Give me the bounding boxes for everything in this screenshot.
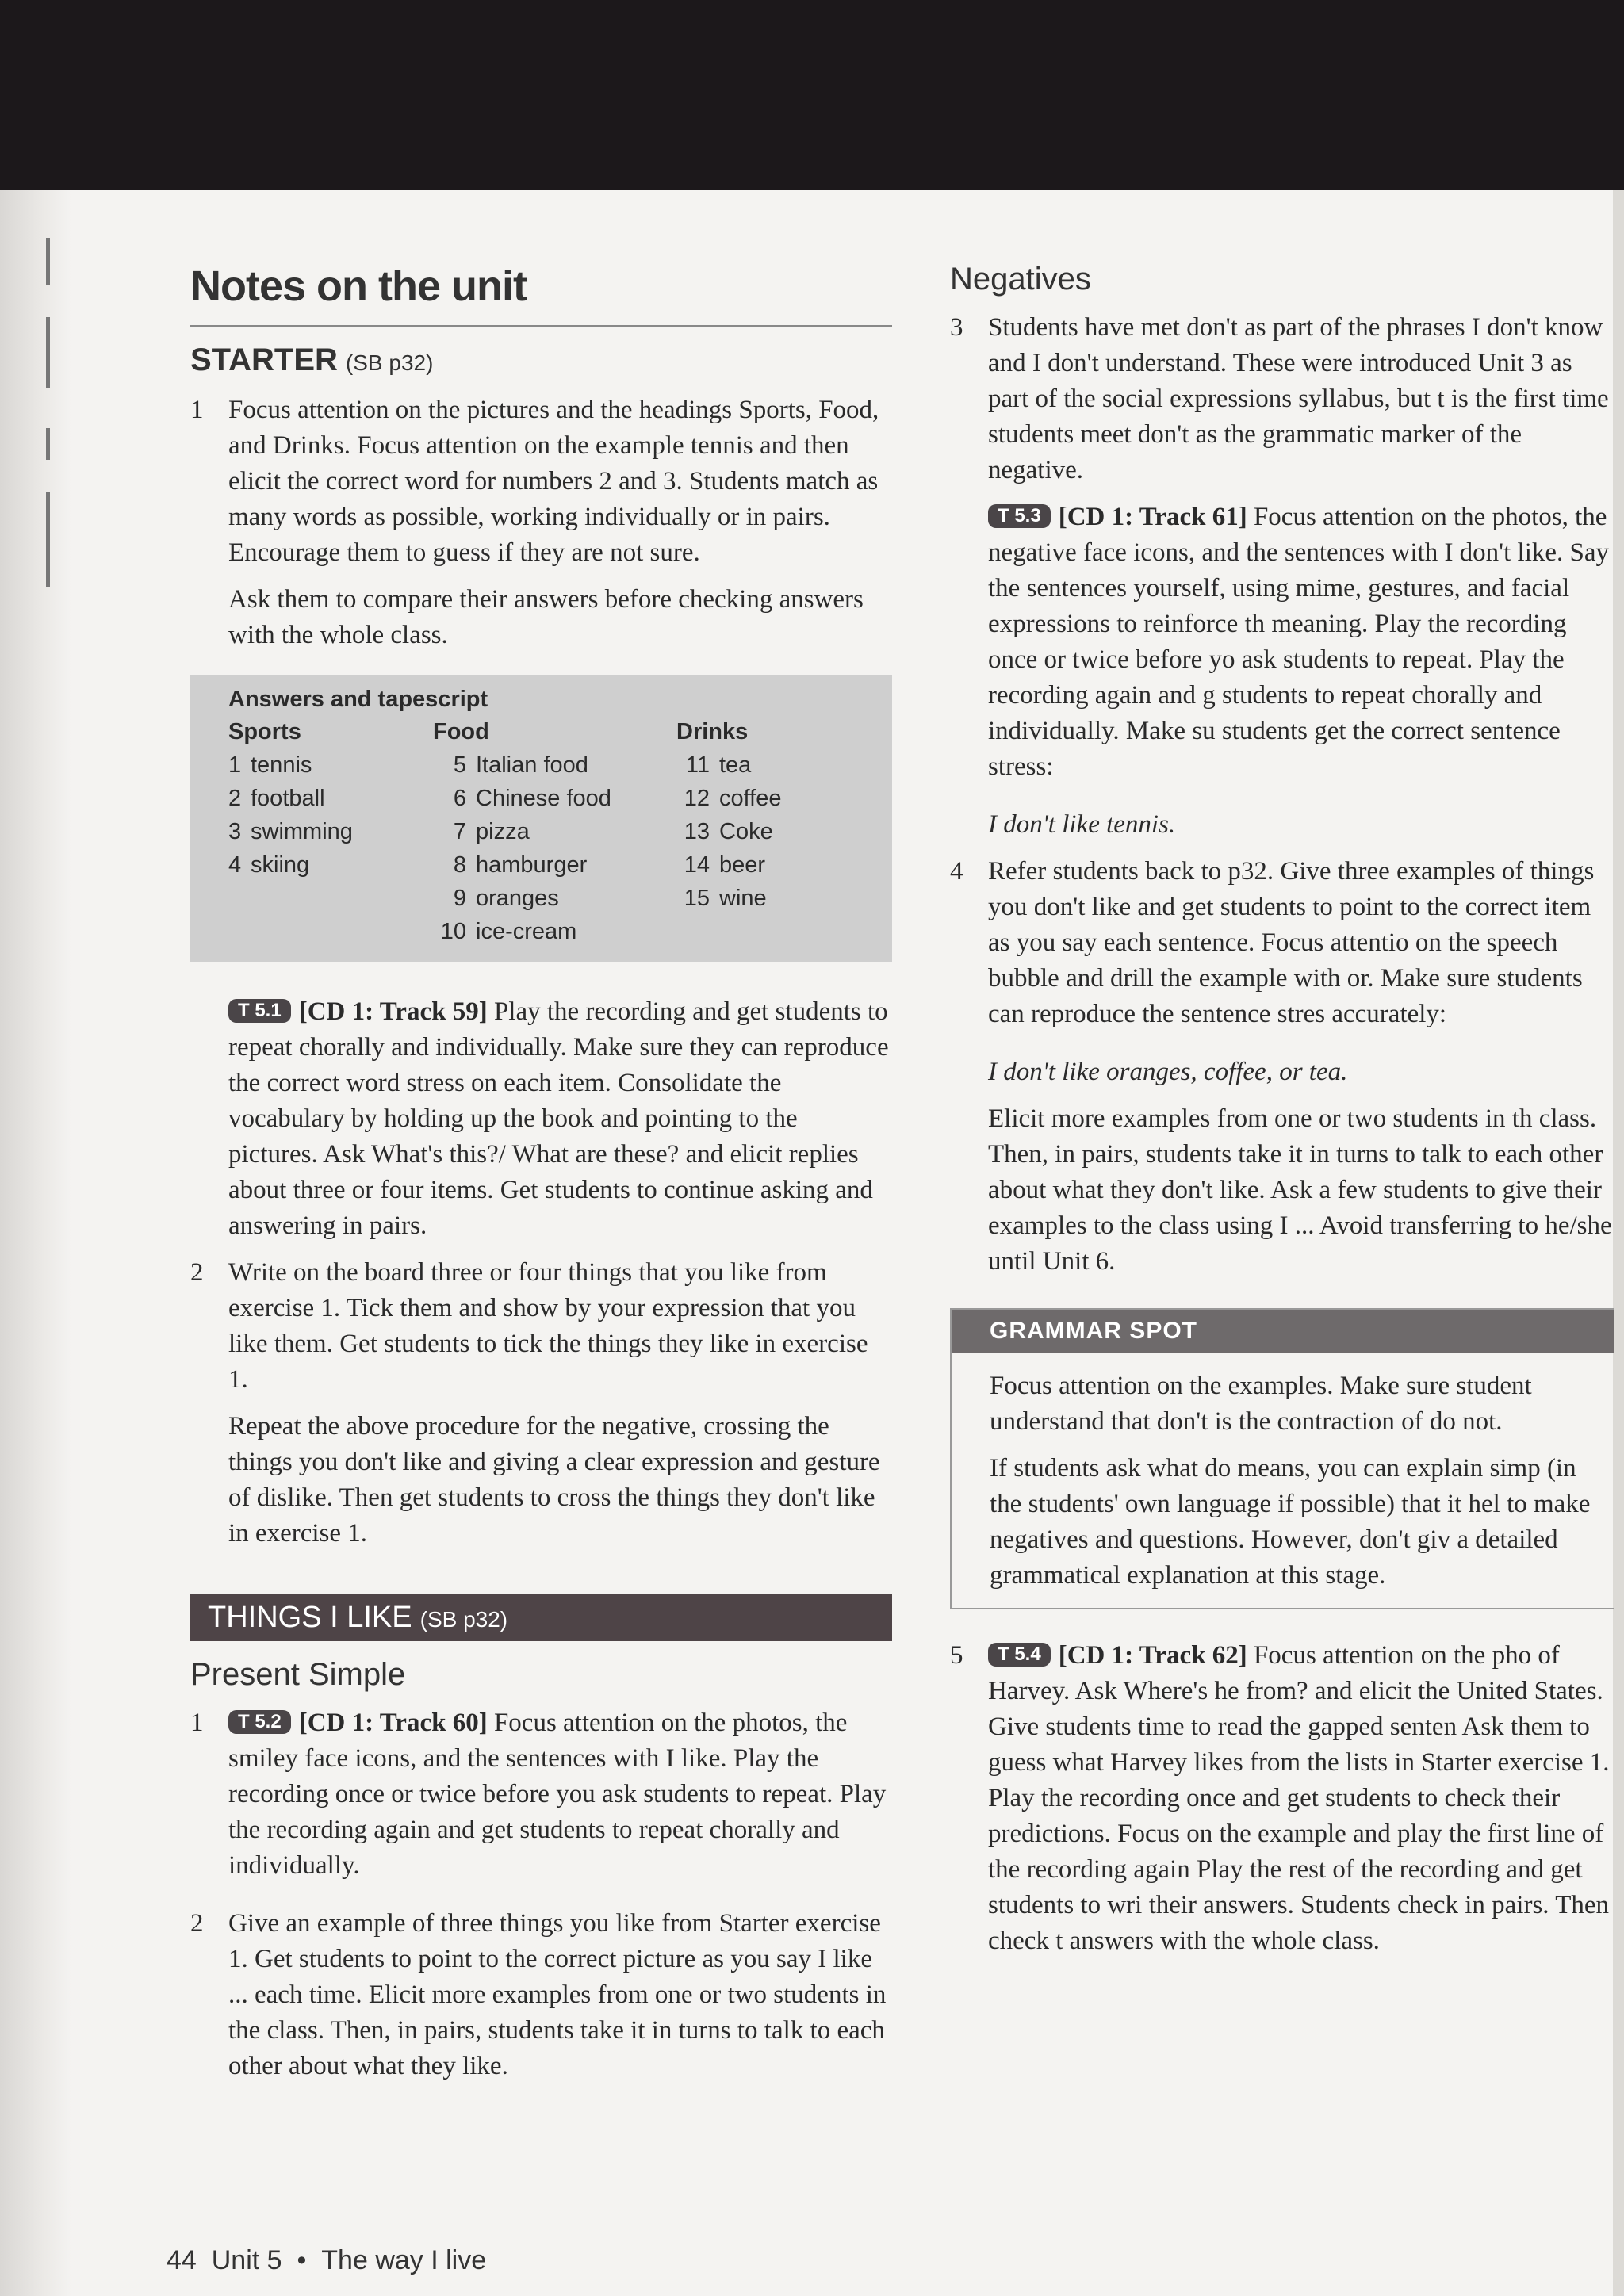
- col-drinks: Drinks: [676, 719, 749, 744]
- page-footer: 44 Unit 5 • The way I live: [167, 2245, 487, 2275]
- left-column: [190, 262, 892, 2107]
- answer-cell: 13 Coke: [684, 819, 773, 844]
- neg-item-4-cont: Elicit more examples from one or two students in th class. Then, in pairs, students take it in turns to talk to each other about what they don't like. Ask a few students to give their examples to the class using I ... Avoid transferring to he/she until Unit 6.: [988, 1104, 1612, 1276]
- audio-track-badge[interactable]: T 5.3: [988, 504, 1051, 528]
- answers-row: [228, 815, 781, 848]
- starter-item-2: 2 Write on the board three or four things that you like from exercise 1. Tick them and show by your expression that you like them. Get students to tick the things they like in exercise 1. Repeat the above procedure for the negative, crossing the things you don't like and giving a clear expression and gesture of dislike. Then get students to cross the things they don't like in exercise 1.: [190, 1258, 880, 1548]
- answer-cell: 10 ice-cream: [440, 919, 577, 944]
- page-title: Notes on the unit: [190, 262, 892, 327]
- page-edge: [1613, 190, 1624, 2296]
- starter-instruction: Focus attention on the pictures and the headings Sports, Food, and Drinks. Focus attention on the example tennis and then elicit the correct word for numbers 2 and 3. Students match as many words as possible, working individually or in pairs. Encourage them to guess if they are not sure.: [228, 396, 879, 567]
- negatives-heading: Negatives: [950, 262, 1091, 297]
- things-i-like-heading: THINGS I LIKE (SB p32): [190, 1594, 892, 1641]
- stress-example-2: I don't like oranges, coffee, or tea.: [988, 1058, 1348, 1086]
- answer-cell: 12 coffee: [684, 786, 782, 811]
- answer-cell: 7 pizza: [453, 819, 530, 844]
- answer-cell: 15 wine: [684, 886, 767, 911]
- answers-table: [228, 715, 781, 948]
- present-item-2: 2 Give an example of three things you like from Starter exercise 1. Get students to point to the correct picture as you say I like ... each time. Elicit more examples from one or two students in the class. Then, in pairs, students take it in turns to talk to each other about what they like.: [190, 1909, 887, 2080]
- answer-cell: [228, 882, 433, 915]
- starter-heading: STARTER (SB p32): [190, 342, 434, 377]
- audio-track-badge[interactable]: T 5.2: [228, 1710, 291, 1734]
- answer-cell: 4 skiing: [228, 852, 310, 878]
- right-column: [950, 262, 1614, 1981]
- answer-cell: [228, 915, 433, 948]
- answers-box: [190, 675, 892, 962]
- answer-cell: 9 oranges: [453, 886, 559, 911]
- scan-top-band: [0, 0, 1624, 190]
- neg-item-5: 5 T 5.4 [CD 1: Track 62] Focus attention on the pho of Harvey. Ask Where's he from? and elicit the United States. Give students time to read the gapped senten Ask them to guess what Harvey likes from the lists in Starter exercise 1. Play the recording once and get students to check their predictions. Focus on the example and play the first line of the recording again Play the rest of the recording and get students to wri their answers. Students check in pairs. Then check t answers with the whole class.: [950, 1641, 1610, 1955]
- stress-example-1: I don't like tennis.: [988, 810, 1176, 839]
- audio-track-badge[interactable]: T 5.4: [988, 1643, 1051, 1667]
- answer-cell: 1 tennis: [228, 752, 312, 778]
- answers-heading: Answers and tapescript: [228, 687, 488, 712]
- starter-instruction-2: Ask them to compare their answers before checking answers with the whole class.: [228, 585, 864, 649]
- book-spine: [0, 190, 71, 2296]
- grammar-spot-box: GRAMMAR SPOT Focus attention on the examples. Make sure student understand that don't is the contraction of do not. If students ask what do means, you can explain simp (in the students' own language if possible) that it hel to make negatives and questions. However, don't giv a detailed grammatical explanation at this stage.: [950, 1308, 1614, 1609]
- answer-cell: 3 swimming: [228, 819, 353, 844]
- answer-cell: 5 Italian food: [453, 752, 588, 778]
- answer-cell: 14 beer: [684, 852, 766, 878]
- answer-cell: 8 hamburger: [453, 852, 588, 878]
- page-number: 44: [167, 2245, 197, 2275]
- answer-cell: 6 Chinese food: [453, 786, 611, 811]
- present-item-1: 1 T 5.2 [CD 1: Track 60] Focus attention on the photos, the smiley face icons, and the sentences with I like. Play the recording once or twice before you ask students to repeat. Play the recording again and get students to repeat chorally and individually.: [190, 1709, 887, 1880]
- answers-row: [228, 882, 781, 915]
- t51-section: T 5.1 [CD 1: Track 59] Play the recording and get students to repeat chorally and individually. Make sure they can reproduce the correct word stress on each item. Consolidate the vocabulary by holding up the book and pointing to the pictures. Ask What's this?/ What are these? and elicit replies about three or four items. Get students to continue asking and answering in pairs.: [228, 997, 889, 1240]
- answer-cell: 2 football: [228, 786, 325, 811]
- neg-item-4: 4 Refer students back to p32. Give three examples of things you don't like and get students to point to the correct item as you say each sentence. Focus attentio on the speech bubble and drill the example with or. Make sure students can reproduce the sentence stres accurately:: [950, 857, 1595, 1028]
- neg-item-3: 3 Students have met don't as part of the phrases I don't know and I don't understand. These were introduced Unit 3 as part of the social expressions syllabus, but t is the first time students meet don't as the grammatic marker of the negative. T 5.3 [CD 1: Track 61] Focus attention on the photos, the negative face icons, and the sentences with I don't like. Say the sentences yourself, using mime, gestures, and facial expressions to reinforce th meaning. Play the recording once or twice before yo ask students to repeat. Play the recording again and g students to repeat chorally and individually. Make su students get the correct sentence stress:: [950, 313, 1610, 781]
- col-sports: Sports: [228, 719, 301, 744]
- answer-cell: [676, 915, 781, 948]
- answers-row: [228, 782, 781, 815]
- answers-row: [228, 915, 781, 948]
- answers-row: [228, 748, 781, 782]
- answers-row: [228, 848, 781, 882]
- present-simple-heading: Present Simple: [190, 1657, 406, 1692]
- audio-track-badge[interactable]: T 5.1: [228, 999, 291, 1023]
- grammar-spot-heading: GRAMMAR SPOT: [952, 1310, 1614, 1353]
- answer-cell: 11 tea: [685, 752, 752, 778]
- starter-item-1: 1 Focus attention on the pictures and the headings Sports, Food, and Drinks. Focus attention on the example tennis and then elicit the correct word for numbers 2 and 3. Students match as many words as possible, working individually or in pairs. Encourage them to guess if they are not sure. Ask them to compare their answers before checking answers with the whole class.: [190, 392, 892, 664]
- col-food: Food: [433, 719, 489, 744]
